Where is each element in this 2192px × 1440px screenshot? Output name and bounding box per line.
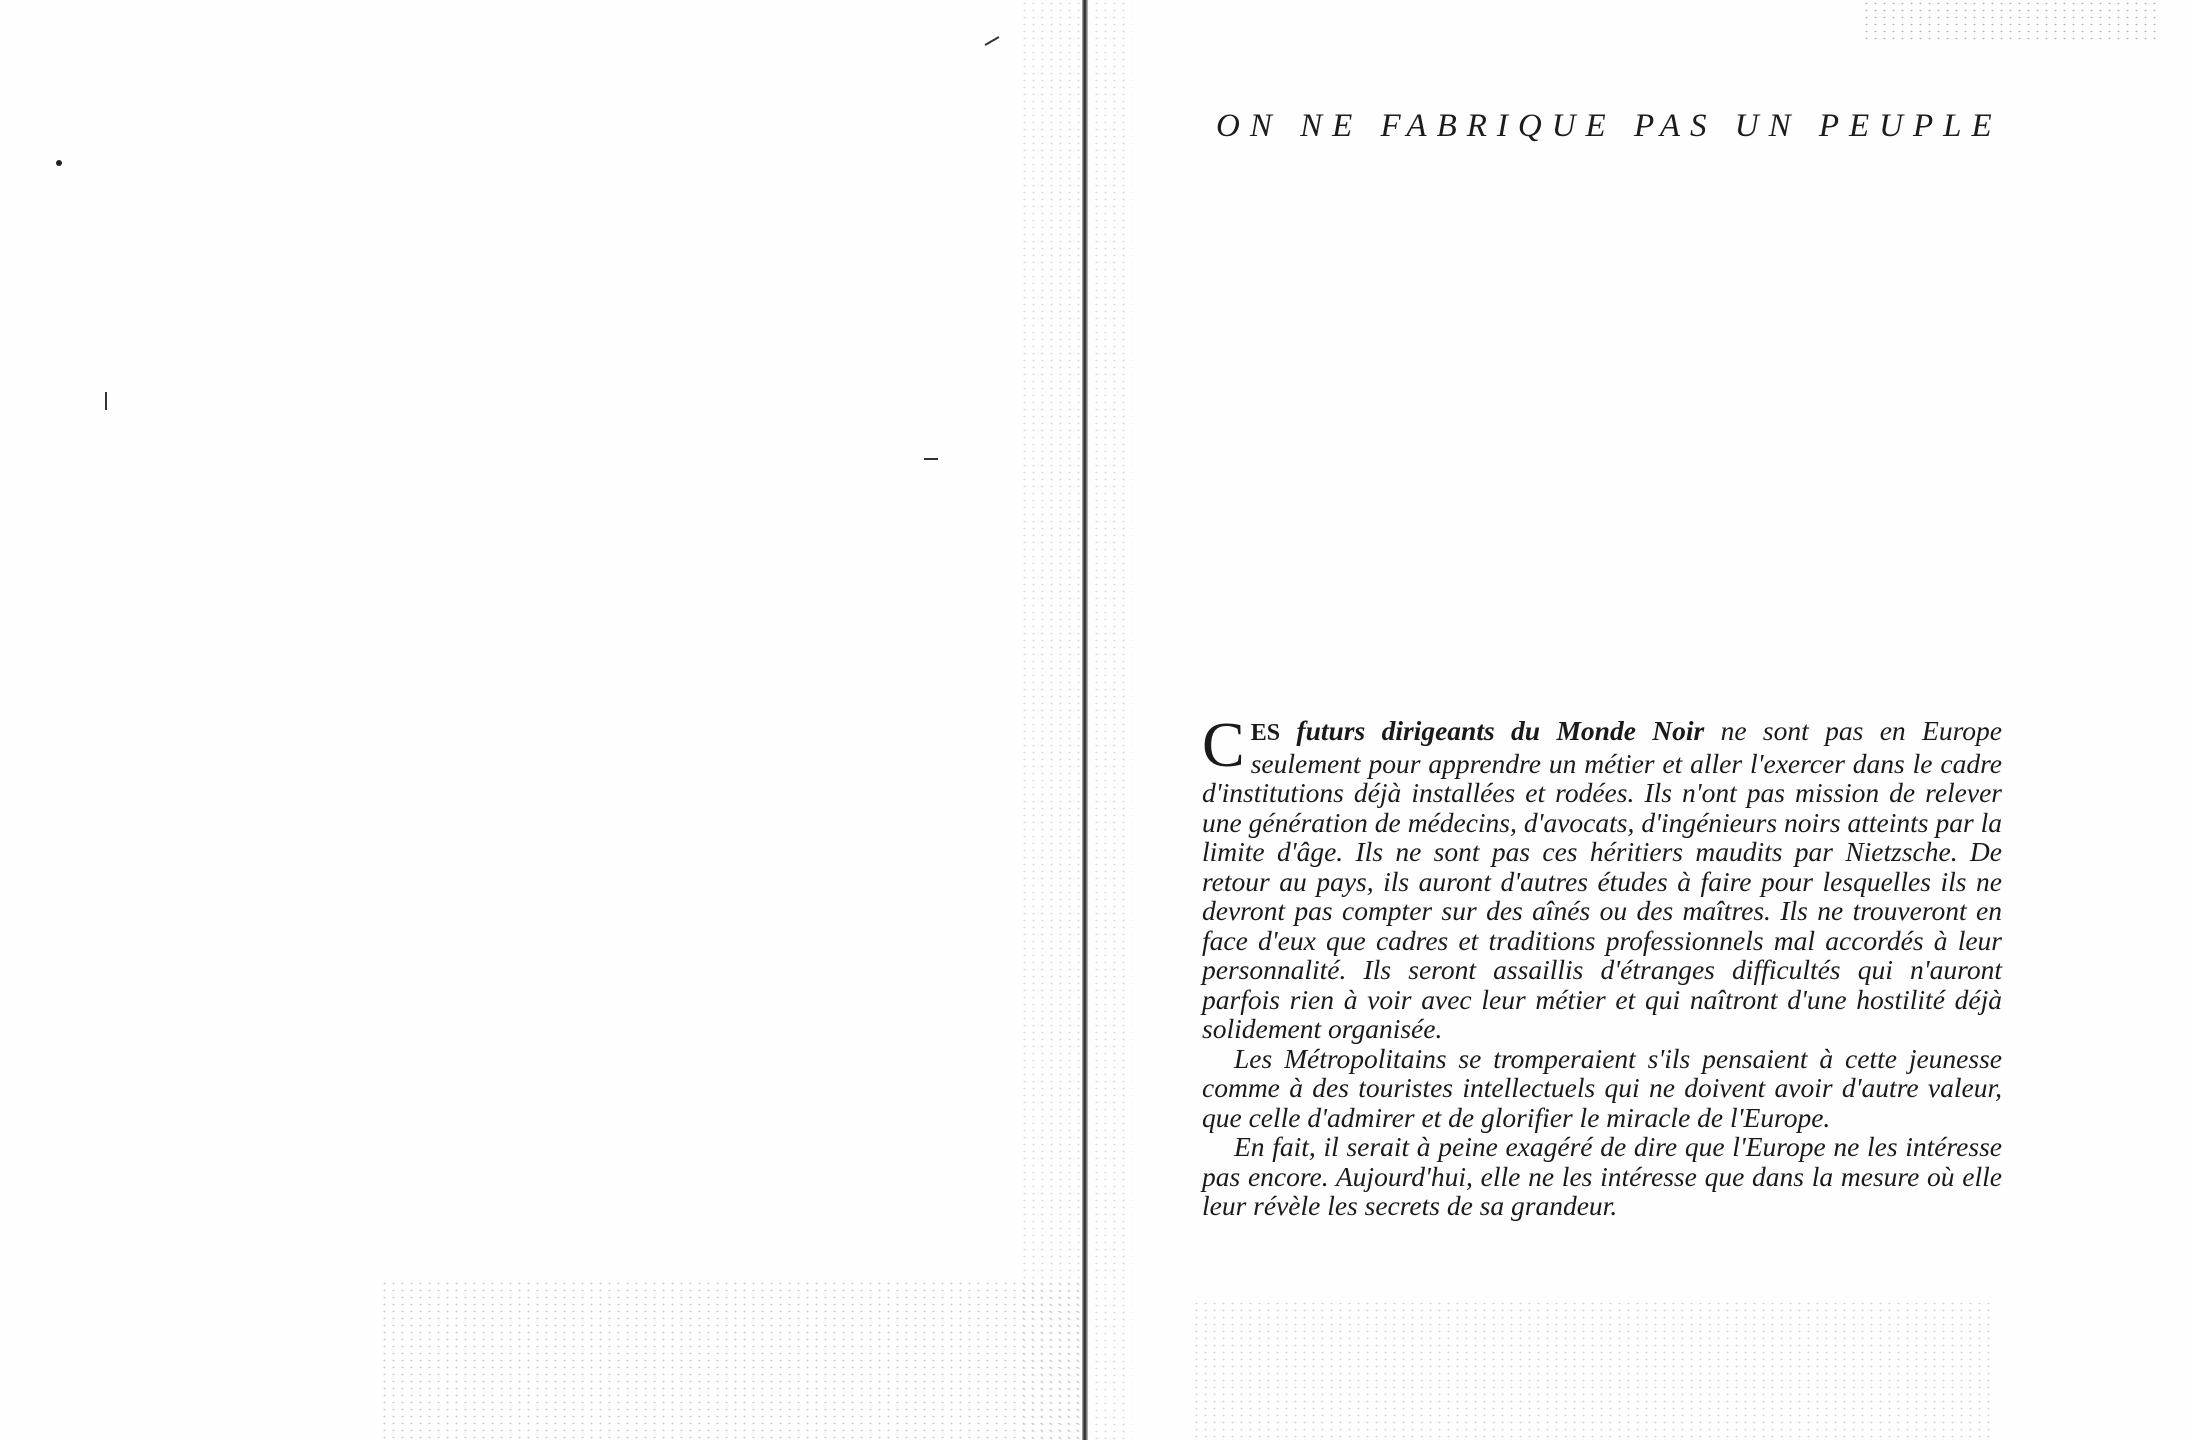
scan-noise-bottom-right	[1192, 1300, 1992, 1440]
book-gutter	[1082, 0, 1088, 1440]
lead-smallcaps: ES	[1250, 720, 1281, 746]
body-text	[1202, 709, 2002, 1221]
scan-noise-gutter-right	[1092, 0, 1132, 1440]
paragraph-3: En fait, il serait à peine exagéré de dire que l'Europe ne les intéresse pas encore. Aujourd'hui, elle ne les intéresse que dans la mesure où elle leur révèle les secrets de sa grandeur.	[1202, 1131, 2002, 1221]
dropcap-letter: C	[1202, 709, 1245, 780]
ink-mark	[985, 36, 1000, 46]
paragraph-1	[1202, 709, 2002, 1044]
ink-mark	[924, 458, 938, 460]
scan-noise-gutter-left	[1020, 0, 1080, 1440]
ink-mark	[105, 392, 107, 410]
scan-noise-bottom-left	[380, 1280, 1080, 1440]
lead-bold-phrase: futurs dirigeants du Monde Noir	[1280, 715, 1705, 746]
chapter-title: ON NE FABRIQUE PAS UN PEUPLE	[1216, 108, 2002, 144]
left-page-blank	[0, 0, 1084, 1440]
ink-speck	[56, 160, 62, 166]
paragraph-2: Les Métropolitains se tromperaient s'ils pensaient à cette jeunesse comme à des touristes intellectuels qui ne doivent avoir d'autre valeur, que celle d'admirer et de glorifier le miracle de l'Europe.	[1202, 1042, 2002, 1133]
paragraph-1-text: ne sont pas en Europe seulement pour apprendre un métier et aller l'exercer dans le cadre d'institutions déjà installées et rodées. Ils n'ont pas mission de relever une génération de médecins, d'avocats, d'ingénieurs noirs atteints par la limite d'âge. Ils ne sont pas ces héritiers maudits par Nietzsche. De retour au pays, ils auront d'autres études à faire pour lesquelles ils ne devront pas compter sur des aînés ou des maîtres. Ils ne trouveront en face d'eux que cadres et traditions professionnels mal accordés à leur personnalité. Ils seront assaillis d'étranges difficultés qui n'auront parfois rien à voir avec leur métier et qui naîtront d'une hostilité déjà solidement organisée.	[1202, 715, 2002, 1044]
scan-noise-top-right	[1862, 0, 2162, 40]
